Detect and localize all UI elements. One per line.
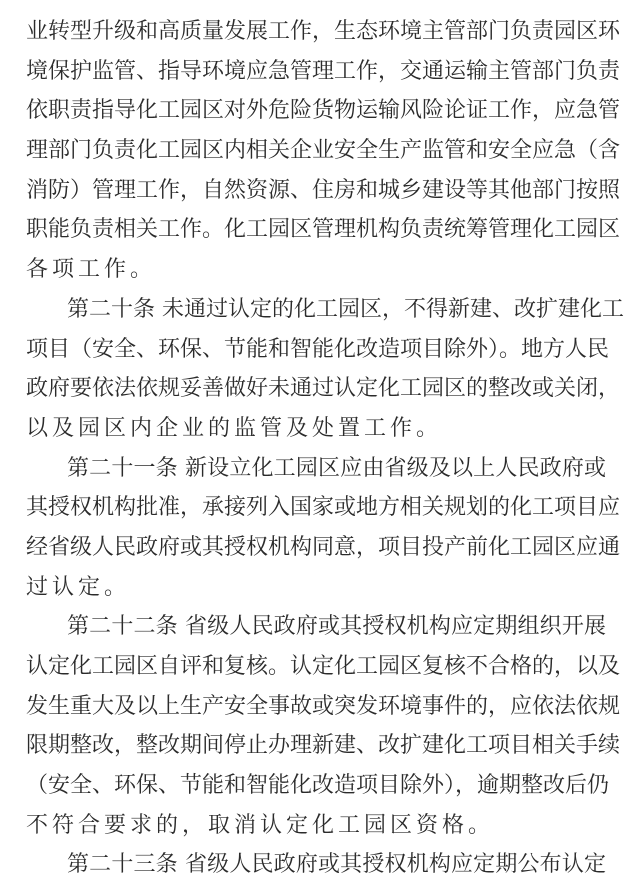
text-line: 依职责指导化工园区对外危险货物运输风险论证工作，应急管 (26, 98, 621, 124)
text-line: 限期整改，整改期间停止办理新建、改扩建化工项目相关手续 (26, 733, 621, 759)
text-line: 其授权机构批准，承接列入国家或地方相关规划的化工项目应 (26, 495, 621, 521)
text-line: 不符合要求的，取消认定化工园区资格。 (26, 812, 495, 838)
text-line: 各项工作。 (26, 257, 157, 283)
article-22-heading-line: 第二十二条 省级人民政府或其授权机构应定期组织开展 (67, 614, 606, 640)
text-line: 业转型升级和高质量发展工作，生态环境主管部门负责园区环 (26, 19, 621, 44)
text-line: 以及园区内企业的监管及处置工作。 (26, 415, 443, 441)
text-line: 认定化工园区自评和复核。认定化工园区复核不合格的，以及 (26, 654, 621, 679)
text-line: 消防）管理工作，自然资源、住房和城乡建设等其他部门按照 (26, 177, 621, 203)
text-line: 过认定。 (26, 574, 131, 600)
text-line: 经省级人民政府或其授权机构同意，项目投产前化工园区应通 (26, 534, 621, 560)
article-21-heading-line: 第二十一条 新设立化工园区应由省级及以上人民政府或 (67, 455, 606, 481)
article-23-heading-line: 第二十三条 省级人民政府或其授权机构应定期公布认定 (67, 852, 606, 878)
document-page (26, 12, 624, 885)
text-line: 项目（安全、环保、节能和智能化改造项目除外）。地方人民 (26, 336, 610, 362)
article-20-heading-line: 第二十条 未通过认定的化工园区，不得新建、改扩建化工 (67, 296, 624, 322)
text-line: 境保护监管、指导环境应急管理工作，交通运输主管部门负责 (26, 58, 621, 84)
text-line: 发生重大及以上生产安全事故或突发环境事件的，应依法依规 (26, 693, 621, 719)
text-line: （安全、环保、节能和智能化改造项目除外），逾期整改后仍 (26, 773, 610, 799)
text-line: 职能负责相关工作。化工园区管理机构负责统筹管理化工园区 (26, 217, 621, 243)
text-line: 理部门负责化工园区内相关企业安全生产监管和安全应急（含 (26, 138, 621, 164)
text-line: 政府要依法依规妥善做好未通过认定化工园区的整改或关闭， (26, 376, 621, 402)
